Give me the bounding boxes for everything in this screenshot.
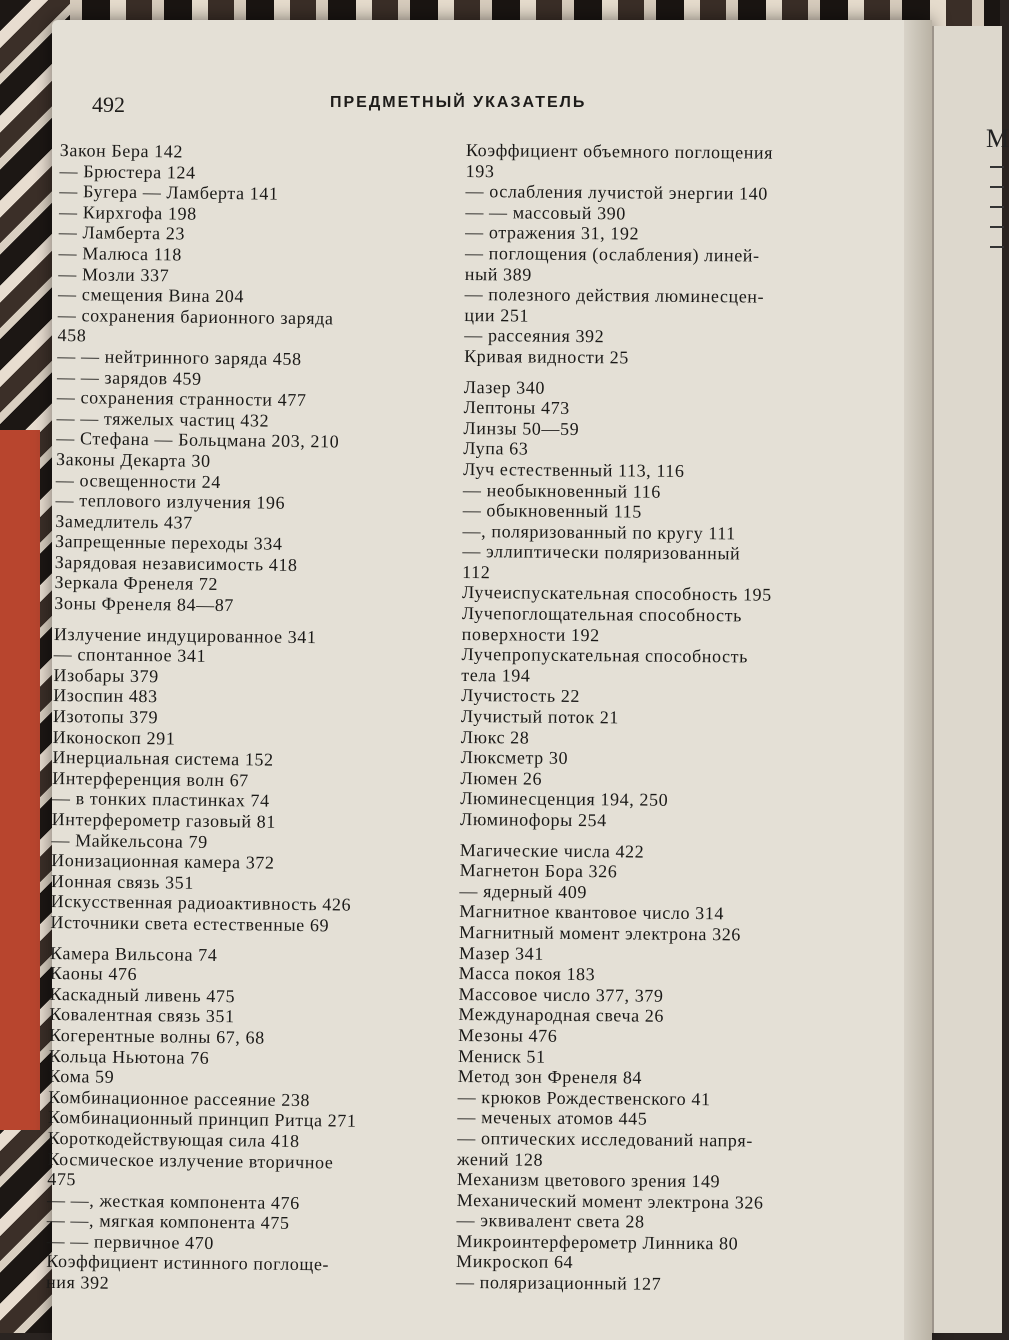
index-entry: —, поляризованный по кругу 111 [462, 520, 736, 544]
index-entry: Ковалентная связь 351 [49, 1004, 235, 1027]
index-entry: Лупа 63 [463, 438, 529, 459]
book-gutter [904, 20, 932, 1340]
index-entry: Изотопы 379 [52, 705, 159, 728]
index-entry: Комбинационное рассеяние 238 [48, 1086, 311, 1110]
index-entry: Запрещенные переходы 334 [54, 531, 283, 555]
index-entry: Лучистый поток 21 [460, 706, 620, 728]
index-entry: — —, мягкая компонента 475 [46, 1210, 290, 1234]
index-entry: Луч естественный 113, 116 [463, 458, 685, 481]
index-entry: Изобары 379 [53, 664, 159, 687]
index-entry: Люминесценция 194, 250 [460, 788, 669, 811]
index-entry: Закон Бера 142 [59, 140, 184, 162]
index-entry: Лучистость 22 [461, 685, 581, 707]
index-entry: Ионная связь 351 [50, 870, 195, 893]
index-entry: Зеркала Френеля 72 [54, 572, 219, 595]
facing-page-letter: М [986, 124, 1009, 153]
index-entry: Лазер 340 [463, 376, 546, 398]
index-entry: — ядерный 409 [459, 880, 588, 902]
background-red-cover [0, 430, 40, 1130]
index-entry: — —, жесткая компонента 476 [46, 1189, 300, 1213]
index-entry: ный 389 [464, 263, 532, 285]
index-entry: Изоспин 483 [53, 685, 158, 707]
facing-page-edge [932, 26, 1009, 1333]
index-entry: — спонтанное 341 [53, 644, 207, 667]
index-entry: Зарядовая независимость 418 [54, 551, 298, 575]
index-entry: Мазер 341 [458, 942, 544, 964]
index-entry: — ослабления лучистой энергии 140 [465, 181, 768, 204]
index-entry: Мениск 51 [457, 1045, 546, 1067]
index-entry: Лептоны 473 [463, 397, 570, 419]
index-entry: Когерентные волны 67, 68 [48, 1024, 265, 1048]
index-entry: Замедлитель 437 [55, 510, 193, 533]
index-entry: — Ламберта 23 [58, 222, 186, 244]
index-entry: Каскадный ливень 475 [49, 983, 236, 1006]
index-entry: Кольца Ньютона 76 [48, 1045, 210, 1068]
index-entry: — Кирхгофа 198 [59, 201, 197, 224]
index-entry: — — первичное 470 [46, 1230, 215, 1253]
index-entry: — Стефана — Больцмана 203, 210 [56, 428, 340, 452]
index-entry: 193 [465, 160, 495, 181]
index-entry: — — зарядов 459 [56, 366, 202, 389]
index-entry: Магнетон Бора 326 [459, 860, 618, 882]
index-entry: — освещенности 24 [55, 469, 222, 492]
index-entry: Международная свеча 26 [458, 1004, 665, 1027]
index-entry: — Бугера — Ламберта 141 [59, 181, 279, 204]
index-entry: Люксметр 30 [460, 747, 569, 769]
index-entry: — Майкельсона 79 [51, 829, 208, 852]
index-entry: — обыкновенный 115 [462, 500, 642, 522]
index-entry: Космическое излучение вторичное [47, 1148, 334, 1172]
index-entry: Источники света естественные 69 [50, 911, 330, 936]
index-entry: Интерферометр газовый 81 [51, 808, 277, 832]
page-number: 492 [92, 92, 125, 117]
index-entry: Кома 59 [48, 1066, 115, 1087]
index-entry: Искусственная радиоактивность 426 [50, 891, 352, 915]
index-entry: Метод зон Френеля 84 [457, 1066, 643, 1088]
index-entry: — — нейтринного заряда 458 [57, 345, 302, 369]
index-entry: — поглощения (ослабления) линей- [464, 242, 760, 266]
index-entry: Законы Декарта 30 [55, 448, 211, 471]
index-entry: Механический момент электрона 326 [456, 1189, 764, 1213]
index-entry: Лучепоглощательная способность [461, 603, 743, 626]
index-entry: — — тяжелых частиц 432 [56, 407, 270, 431]
index-entry: Магнитный момент электрона 326 [459, 921, 742, 945]
index-entry: Комбинационный принцип Ритца 271 [47, 1107, 357, 1132]
index-entry: — сохранения барионного заряда [57, 304, 334, 329]
index-entry: Каоны 476 [49, 963, 138, 985]
index-entry: Лучеиспускательная способность 195 [461, 582, 772, 606]
index-entry: — рассеяния 392 [464, 325, 605, 347]
index-entry: Механизм цветового зрения 149 [456, 1169, 721, 1192]
index-entry: Инерциальная система 152 [52, 747, 274, 770]
index-entry: Кривая видности 25 [464, 345, 630, 368]
index-entry: — смещения Вина 204 [57, 284, 245, 307]
index-entry: 475 [47, 1169, 77, 1190]
index-entry: Магнитное квантовое число 314 [459, 901, 725, 924]
index-entry: — Брюстера 124 [59, 160, 196, 183]
index-entry: Магические числа 422 [459, 839, 645, 862]
index-entry: Масса покоя 183 [458, 963, 596, 985]
index-entry: 112 [462, 561, 491, 583]
index-entry: Люмен 26 [460, 767, 543, 789]
index-entry: — крюков Рождественского 41 [457, 1086, 711, 1109]
index-entry: Ионизационная камера 372 [51, 850, 275, 873]
index-entry: 458 [57, 325, 87, 346]
index-entry: — теплового излучения 196 [55, 490, 286, 513]
index-entry: — — массовый 390 [465, 201, 627, 224]
index-entry: — меченых атомов 445 [457, 1107, 648, 1129]
index-entry: Интерференция волн 67 [52, 767, 249, 791]
index-entry: Камера Вильсона 74 [49, 942, 218, 965]
running-title: ПРЕДМЕТНЫЙ УКАЗАТЕЛЬ [330, 94, 587, 111]
index-entry: Люкс 28 [460, 726, 530, 748]
index-entry: ции 251 [464, 304, 530, 326]
index-entry: — эквивалент света 28 [456, 1210, 645, 1232]
index-entry: — оптических исследований напря- [457, 1127, 754, 1151]
index-entry: поверхности 192 [461, 623, 600, 645]
index-entry: Коэффициент истинного поглоще- [46, 1251, 330, 1275]
index-entry: жений 128 [457, 1148, 544, 1170]
index-entry: тела 194 [461, 664, 531, 686]
index-entry: Короткодействующая сила 418 [47, 1127, 300, 1151]
index-entry: — отражения 31, 192 [465, 222, 640, 244]
index-entry: Линзы 50—59 [463, 417, 580, 439]
index-entry: Микроинтерферометр Линника 80 [456, 1230, 739, 1254]
index-entry: Лучепропускательная способность [461, 644, 749, 667]
index-entry: — поляризационный 127 [455, 1272, 662, 1294]
facing-page-text-fragments [990, 166, 1004, 266]
index-column-left [46, 140, 460, 1297]
index-entry: Коэффициент объемного поглощения [465, 140, 774, 163]
index-entry: Массовое число 377, 379 [458, 983, 664, 1006]
page-header [92, 88, 872, 128]
index-entry: Зоны Френеля 84—87 [54, 593, 235, 616]
index-entry: — необыкновенный 116 [462, 479, 661, 502]
index-entry: — полезного действия люминесцен- [464, 284, 765, 307]
index-entry: — в тонких пластинках 74 [51, 788, 270, 812]
index-column-right [456, 140, 836, 1296]
index-entry: Люминофоры 254 [459, 808, 607, 831]
index-entry: — Малюса 118 [58, 242, 183, 265]
index-entry: Излучение индуцированное 341 [53, 623, 317, 647]
index-entry: Иконоскоп 291 [52, 726, 176, 749]
index-entry: — эллиптически поляризованный [462, 541, 741, 564]
index-entry: — сохранения странности 477 [56, 387, 307, 411]
index-entry: Мезоны 476 [458, 1024, 558, 1046]
index-entry: Микроскоп 64 [456, 1251, 574, 1273]
index-entry: — Мозли 337 [58, 263, 170, 285]
index-entry: ния 392 [45, 1271, 110, 1293]
